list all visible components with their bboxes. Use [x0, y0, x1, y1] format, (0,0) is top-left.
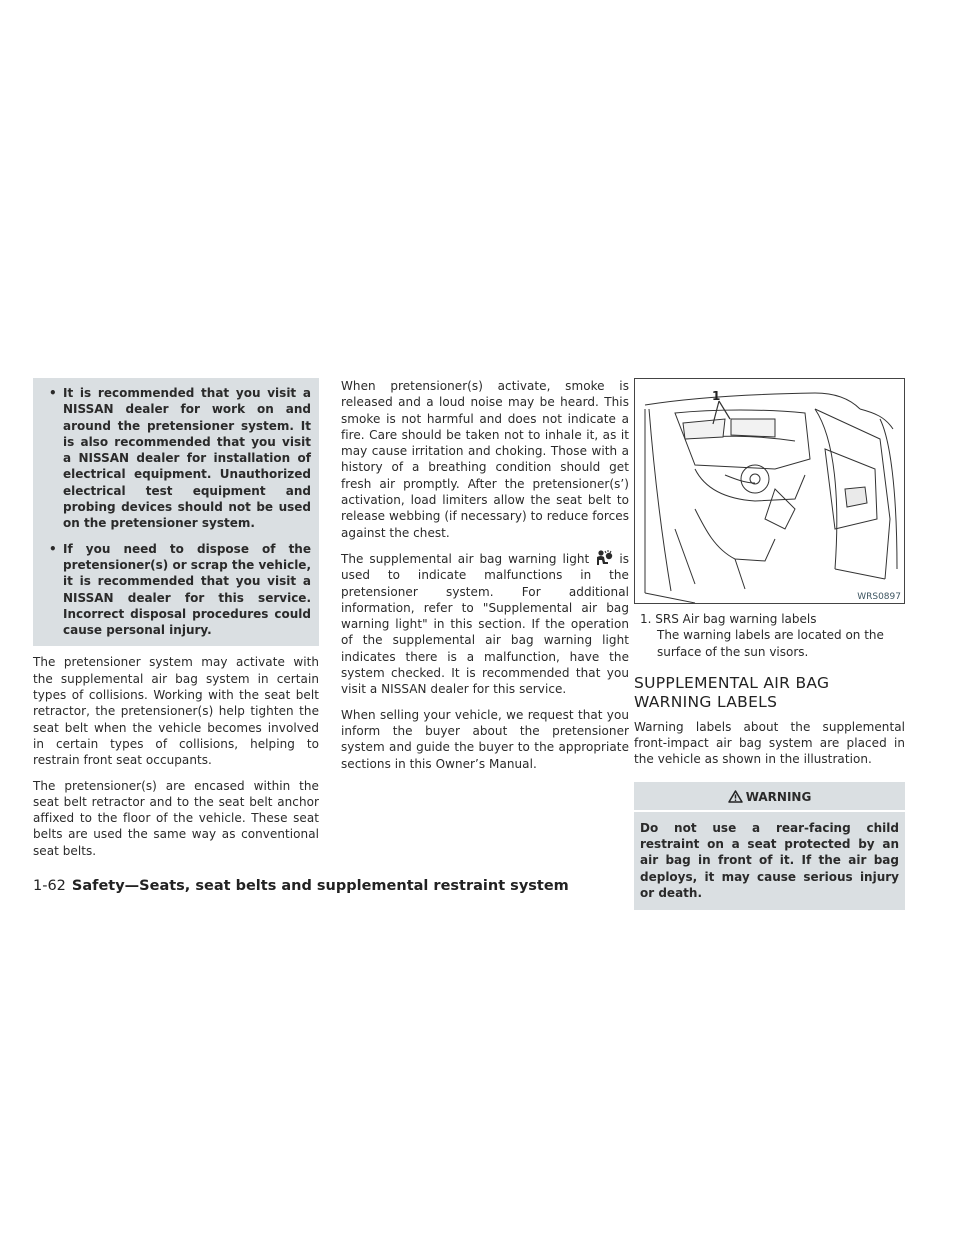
page-footer	[33, 878, 569, 894]
figure-caption	[634, 611, 905, 660]
caution-text: If you need to dispose of the pretensioner(s) or scrap the vehicle, it is recommended that you visit a NISSAN dealer for this service. Incorrect disposal procedures could cause personal injury.	[63, 541, 311, 638]
paragraph: Warning labels about the supplemental front-impact air bag system are placed in the vehicle as shown in the illustration.	[634, 719, 905, 767]
column-2	[341, 378, 629, 772]
column-3	[634, 378, 905, 910]
caption-item: 1. SRS Air bag warning labels	[640, 612, 817, 626]
paragraph: The pretensioner system may activate with the supplemental air bag system in certain types of collisions. Working with the seat belt retractor, the pretensioner(s) help tighten the seat belt when the vehicle becomes involved in certain types of collisions, helping to restrain front seat occupants.	[33, 655, 319, 768]
caution-text: It is recommended that you visit a NISSAN dealer for work on and around the pretensioner system. It is also recommended that you visit a NISSAN dealer for installation of electrical equipment. Unauthorized electrical test equipment and probing devices should not be used on the pretensioner system.	[63, 386, 311, 531]
caution-item	[41, 541, 311, 639]
warning-title: WARNING	[745, 789, 812, 804]
warning-triangle-icon	[728, 790, 743, 803]
page-number: 1-62	[33, 878, 66, 894]
paragraph: The pretensioner(s) are encased within the seat belt retractor and to the seat belt anchor affixed to the floor of the vehicle. These seat belts are used the same way as conventional seat belts.	[33, 778, 319, 858]
section-heading: SUPPLEMENTAL AIR BAG WARNING LABELS	[634, 673, 830, 711]
paragraph: When pretensioner(s) activate, smoke is released and a loud noise may be heard. This smoke is not harmful and does not indicate a fire. Care should be taken not to inhale it, as it may cause irritation and choking. Those with a history of a breathing condition should get fresh air promptly. After the pretensioner(s’) activation, load limiters allow the seat belt to release webbing (if necessary) to reduce forces against the chest.	[341, 379, 629, 540]
bullet: •	[49, 541, 57, 556]
airbag-warning-light-icon	[593, 550, 615, 566]
text-fragment: is used to indicate malfunctions in the pretensioner system. For additional information, refer to "Supplemental air bag warning light" in this section. If the operation of the supplemental air bag warning light indicates there is a malfunction, have the system checked. It is recommended that you visit a NISSAN dealer for this service.	[341, 551, 629, 697]
caption-description: The warning labels are located on the surface of the sun visors.	[657, 628, 884, 659]
section-title: Safety—Seats, seat belts and supplemental restraint system	[71, 878, 569, 894]
warning-header	[634, 782, 905, 812]
figure-code: WRS0897	[857, 592, 901, 602]
warning-text: Do not use a rear-facing child restraint on a seat protected by an air bag in front of it. If the air bag deploys, it may cause serious injury or death.	[640, 820, 899, 900]
warning-box	[634, 782, 905, 910]
paragraph	[341, 550, 629, 698]
bullet: •	[49, 386, 57, 400]
paragraph: When selling your vehicle, we request that you inform the buyer about the pretensioner system and guide the buyer to the appropriate sections in this Owner’s Manual.	[341, 707, 629, 771]
illustration-drawing	[635, 379, 905, 604]
column-1	[33, 378, 319, 859]
caution-item	[41, 385, 311, 532]
figure-callout-number: 1	[712, 389, 721, 403]
vehicle-interior-illustration	[634, 378, 905, 604]
text-fragment: The supplemental air bag warning light	[341, 551, 590, 566]
caution-box	[33, 378, 319, 646]
